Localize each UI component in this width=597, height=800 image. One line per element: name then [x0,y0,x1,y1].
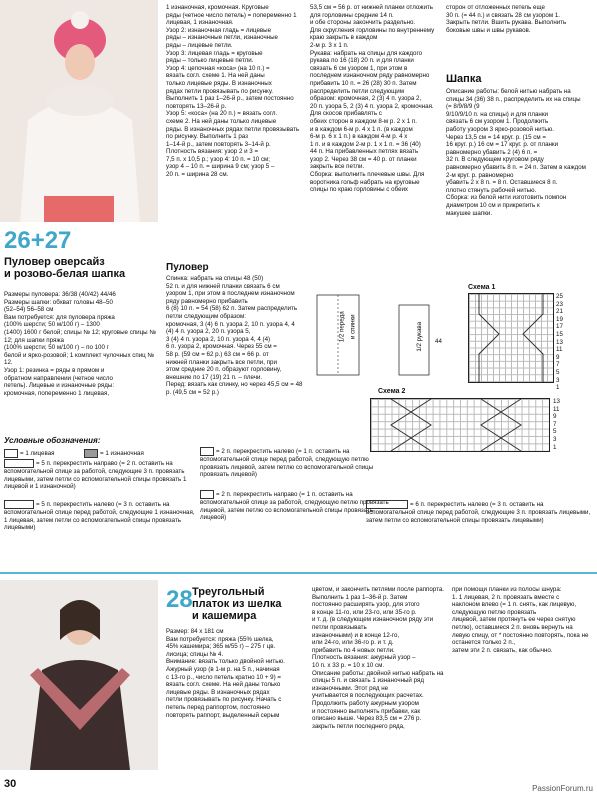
row-number: 23 [556,300,563,308]
page-number: 30 [4,778,17,790]
pattern-diagram [305,283,455,383]
article-title-28: Треугольный платок из шелка и кашемира [192,586,282,622]
legend-text: = 1 лицевая [20,450,55,458]
row-number: 11 [553,405,560,413]
watermark: PassionForum.ru [532,784,593,793]
row-number: 3 [553,435,557,443]
row-number: 7 [553,420,557,428]
row-number: 15 [556,330,563,338]
legend-item [200,447,390,479]
legend-text: = 6 п. перекрестить налево (= 3 п. оставить на вспомогательной спице перед работой, следующие 3 п. провязать лицевыми, затем петли со вспомогательной спицы провязать лицевыми) [366,501,591,524]
shawl-photo [0,580,158,770]
row-number: 13 [553,398,560,405]
legend-item [4,459,196,491]
row-number: 9 [553,413,557,421]
knit-stitch-symbol [4,449,18,458]
diagram-label-front: 1/2 переда [338,311,346,343]
hat-heading: Шапка [446,73,482,85]
row-number: 11 [556,346,563,354]
row-number: 7 [556,361,560,369]
article28-col1: Размер: 84 х 181 см Вам потребуется: пряжа (55% шелка, 45% кашемира; 365 м/55 г) – 275 г цв. лисица; спицы № 4. Внимание: вязать только двойной нитью. Ажурный узор (в 1-м р. на 5 п., начиная с 13-го р., число петель кратно 10 + 9) = вязать согл. схеме. На ней даны только лицевые ряды. В изнаночных рядах петли провязывать по рисунку. Начать с петель перед раппортом, постоянно повторять раппорт, выделенный серым [166,628,285,719]
cross-left-2-symbol [200,447,214,456]
purl-stitch-symbol [84,449,98,458]
row-number: 3 [556,376,560,384]
cross-right-2-symbol [200,490,214,499]
model-illustration [0,580,158,770]
article-title-26: Пуловер оверсайз и розово-белая шапка [4,256,126,280]
scheme1-row-numbers [556,293,570,392]
row-number: 25 [556,293,563,300]
scheme1-title: Схема 1 [468,284,496,291]
row-number: 21 [556,308,563,316]
pullover-photo [0,0,158,222]
row-number: 13 [556,338,563,346]
scheme2-grid [370,398,550,452]
article26-col2: 1 изнаночная, кромочная. Круговые ряды (четное число петель) = попеременно 1 лицевая, 1 изнаночная. Узор 2: изнаночная гладь = лицевые ряды – изнаночные петли, изнаночные ряды – лицевые петли. Узор 3: лицевая гладь = круговые ряды – только лицевые петли. Узор 4: цепочная «коса» (на 10 п.) = вязать согл. схеме 1. На ней даны только лицевые ряды. В изнаночных рядах петли провязывать по рисунку. Выполнить 1 раз 1–26-й р., затем постоянно повторять 13–26-й р. Узор 5: «коса» (на 20 п.) = вязать согл. схеме 2. На ней даны только лицевые ряды. В изнаночных рядах петли провязывать по рисунку. Выполнить 1 раз 1–14-й р., затем повторять 3–14-й р. Плотность вязания: узор 2 и 3 = 7,5 п. х 10,5 р.; узор 4: 10 п. = 10 см; узор 4 – 10 п. = ширина 9 см; узор 5 – 20 п. = ширина 28 см. [166,4,300,179]
legend-item [4,449,84,458]
legend-title: Условные обозначения: [4,436,101,445]
diagram-label-sleeve: 1/2 рукава [416,321,424,352]
legend-item [84,449,184,458]
scheme2-row-numbers [553,398,567,451]
row-number: 5 [556,368,560,376]
article26-col4: сторон от отложенных петель еще 30 п. (= 44 п.) и связать 28 см узором 1. Закрыть петли. Вшить рукава. Выполнить боковые швы и швы рукавов. [446,4,567,34]
article26-col4b: Описание работы: белой нитью набрать на спицы 34 (36) 38 п., распределить их на спицы (= 8/9/8/9 (9 9/10/9/10 п. на спицы) и для планки связать 6 см узором 1. Продолжить работу узором 3 ярко-розовой нитью. Через 13,5 см = 14 круг. р. (15 см = 16 круг. р.) 16 см = 17 круг. р. от планки равномерно убавить 2 (4) 6 п. = 32 п. В следующем круговом ряду равномерно убавить 8 п. = 24 п. Затем в каждом 2-м круг. р. равномерно убавить 2 х 8 п. = 8 п. Оставшиеся 8 п. плотно стянуть рабочей нитью. Сборка: из белой нити изготовить помпон диаметром 10 см и прикрепить к макушке шапки. [446,88,586,217]
article26-col3: 53,5 см = 56 р. от нижней планки отложить для горловины средние 14 п. и обе стороны закончить раздельно. Для скругления горловины по внутреннему краю закрыть в каждом 2-м р. 3 х 1 п. Рукава: набрать на спицы для каждого рукава по 16 (18) 20 п. и для планки связать 6 см узором 1, при этом в последнем изнаночном ряду равномерно прибавить 10 п. = 26 (28) 30 п. Затем распределить петли следующим образом: кромочная, 2 (3) 4 п. узора 2, 20 п. узора 5, 2 (3) 4 п. узора 2, кромочная. Для скосов прибавлять с обеих сторон в каждом 8-м р. 2 х 1 п. и в каждом 6-м р. 4 х 1 п. (в каждом 6-м р. 6 х 1 п.) в каждом 4-м р. 4 х 1 п. и в каждом 2-м р. 1 х 1 п. = 36 (40) 44 п. На прибавленных петлях вязать узор 2. Через 38 см = 40 р. от планки закрыть все петли. Сборка: выполнить плечевые швы. Для воротника гольф набрать на круговые спицы по краю горловины с обеих [310,4,435,194]
article26-intro: Размеры пуловера: 36/38 (40/42) 44/46 Размеры шапки: обхват головы 48–50 (52–54) 56–58 см Вам потребуется: для пуловера пряжа (100% шерсти; 50 м/100 г) – 1300 (1400) 1600 г белой; спицы № 12; круговые спицы № 12; для шапки пряжа (100% шерсти; 50 м/100 г) – по 100 г белой и ярко-розовой; 1 комплект чулочных спиц № 12. Узор 1: резинка = ряды в прямом и обратном направлении (четное число петель). Лицевые и изнаночные ряды: кромочная, попеременно 1 лицевая, [4,291,156,397]
legend-text: = 2 п. перекрестить направо (= 1 п. оставить на вспомогательной спице за работой, следующую петлю провязать лицевой, затем петлю со вспомогательной спицы провязать лицевой) [200,491,389,522]
article28-col2: цветом, и закончить петлями после раппорта. Выполнить 1 раз 1–36-й р. Затем постоянно расширять узор, для этого в конце 11-го, или 23-го, или 35-го р. и т. д. (в следующем изнаночном ряду эти петли провязывать изнаночными) и в конце 12-го, или 24-го, или 36-го р. и т. д. прибавить по 4 новых петли. Плотность вязания: ажурный узор – 10 п. х 33 р. = 10 х 10 см. Описание работы: двойной нитью набрать на спицы 5 п. и связать 1 изнаночный ряд изнаночными. Этот ряд не учитывается в последующих расчетах. Продолжить работу ажурным узором и постоянно выполнять прибавки, как описано выше. Через 83,5 см = 276 р. закрыть петли последнего ряда, [312,586,445,730]
cross-left-5-symbol [4,500,34,509]
legend-item [4,500,196,532]
scheme2-title: Схема 2 [378,388,406,395]
model-illustration [0,0,158,222]
legend-text: = 1 изнаночная [100,450,144,458]
row-number: 9 [556,353,560,361]
article28-col3: при помощи планки из полосы шнура: 1. 1 лицевая, 2 п. провязать вместе с наклоном влево (= 1 п. снять, как лицевую, следующую петлю провязать лицевой, затем протянуть ее через снятую петлю), оставшиеся 2 п. вновь вернуть на левую спицу, от * постоянно повторять, пока не останется только 2 п., затем эти 2 п. связать, как обычно. [452,586,589,654]
diagram-label-44: 44 [435,338,442,345]
section-divider [0,572,597,574]
article-number-26: 26+27 [4,227,72,254]
row-number: 1 [553,443,557,451]
row-number: 5 [553,428,557,436]
row-number: 17 [556,323,563,331]
row-number: 1 [556,384,560,392]
diagram-label-back: и спинки [349,314,357,340]
scheme1-grid [468,293,554,383]
legend-text: = 5 п. перекрестить налево (= 3 п. оставить на вспомогательной спице перед работой, следующие 1 изнаночная, 1 лицевая, затем петли со вспомогательной спицы провязать лицевыми) [4,501,195,532]
cross-right-5-symbol [4,459,34,468]
legend-text: = 5 п. перекрестить направо (= 2 п. оставить на вспомогательной спице за работой, следующие 3 п. провязать лицевыми, затем петли со вспомогательной спицы провязать 1 лицевой и 1 изнаночной) [4,460,187,491]
article-number-28: 28 [166,586,193,613]
legend-item [366,500,592,524]
pullover-heading: Пуловер [166,262,209,273]
cross-left-6-symbol [366,500,408,509]
row-number: 19 [556,315,563,323]
article26-col2b: Спинка: набрать на спицы 48 (50) 52 п. и для нижней планки связать 6 см узором 1, при этом в последнем изнаночном ряду равномерно прибавить 6 (8) 10 п. = 54 (58) 62 п. Затем распределить петли следующим образом: кромочная, 3 (4) 6 п. узора 2, 10 п. узора 4, 4 (4) 4 п. узора 2, 20 п. узора 5, 3 (4) 4 п. узора 2, 10 п. узора 4, 4 (4) 6 п. узора 2, кромочная. Через 55 см = 58 р. (59 см = 62 р.) 63 см = 66 р. от нижней планки закрыть все петли, при этом средние 20 п. образуют горловину, внешние по 17 (19) 21 п. – плечи. Перед: вязать как спинку, но через 45,5 см = 48 р. (49,5 см = 52 р.) [166,275,303,396]
legend-text: = 2 п. перекрестить налево (= 1 п. оставить на вспомогательной спице перед работой, следующую петлю провязать лицевой, затем петлю со вспомогательной спицы провязать лицевой) [200,448,374,479]
legend-item [200,490,390,522]
